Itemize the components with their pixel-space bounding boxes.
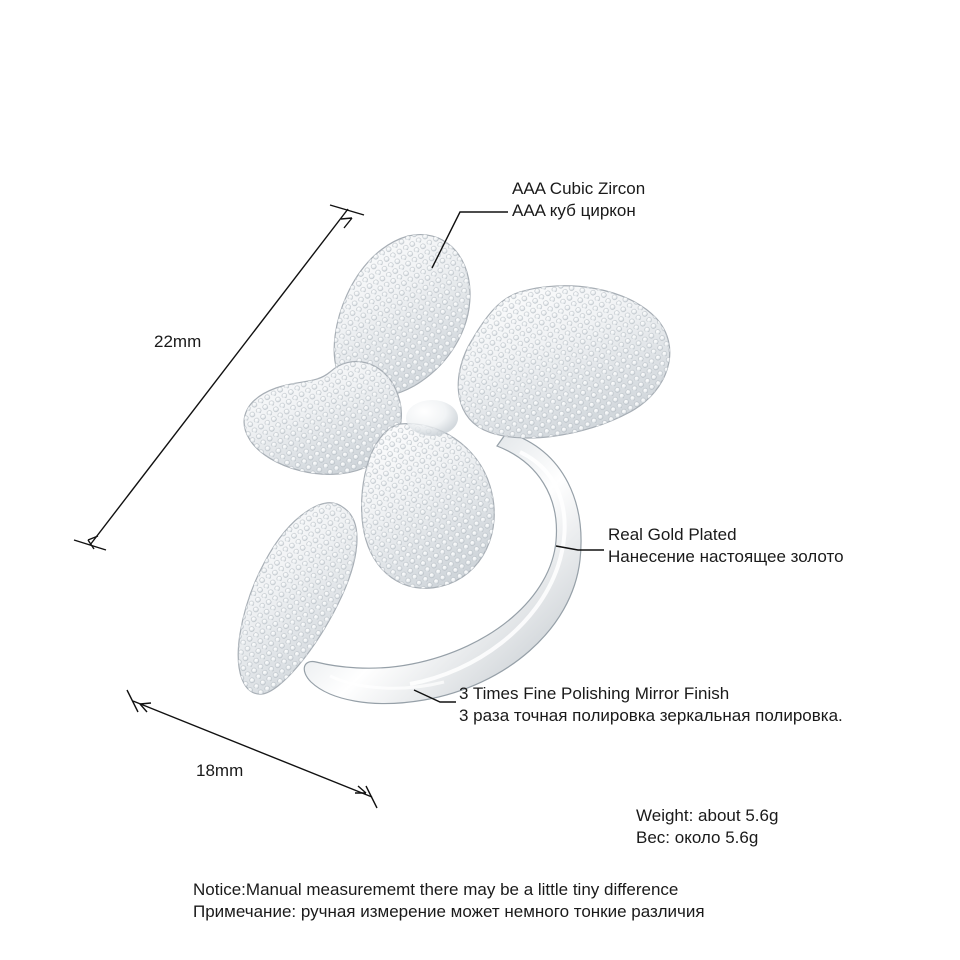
notice-text <box>193 879 705 923</box>
callout-gold-plated <box>608 524 844 568</box>
weight-ru: Вес: около 5.6g <box>636 827 759 847</box>
width-value: 18mm <box>196 761 244 780</box>
dimension-width-arrows <box>140 703 366 793</box>
height-value: 22mm <box>154 332 202 351</box>
dimension-width <box>127 690 377 808</box>
callout-polishing <box>459 683 843 727</box>
butterfly-motif <box>238 235 670 695</box>
notice-ru: Примечание: ручная измерение может немного тонкие различия <box>193 901 705 921</box>
callout-plated-ru: Нанесение настоящее золото <box>608 546 844 566</box>
weight-info <box>636 805 778 849</box>
callout-plated-en: Real Gold Plated <box>608 525 737 544</box>
dimension-width-label <box>196 760 243 782</box>
callout-zircon-en: AAA Cubic Zircon <box>512 179 646 198</box>
callout-polishing-ru: 3 раза точная полировка зеркальная полировка. <box>459 705 843 725</box>
weight-en: Weight: about 5.6g <box>636 806 779 825</box>
notice-en: Notice:Manual measurememt there may be a little tiny difference <box>193 880 679 899</box>
dimension-height-label <box>154 331 201 353</box>
callout-zircon <box>512 178 645 222</box>
callout-zircon-ru: AAA куб циркон <box>512 200 636 220</box>
callout-polishing-en: 3 Times Fine Polishing Mirror Finish <box>459 684 730 703</box>
